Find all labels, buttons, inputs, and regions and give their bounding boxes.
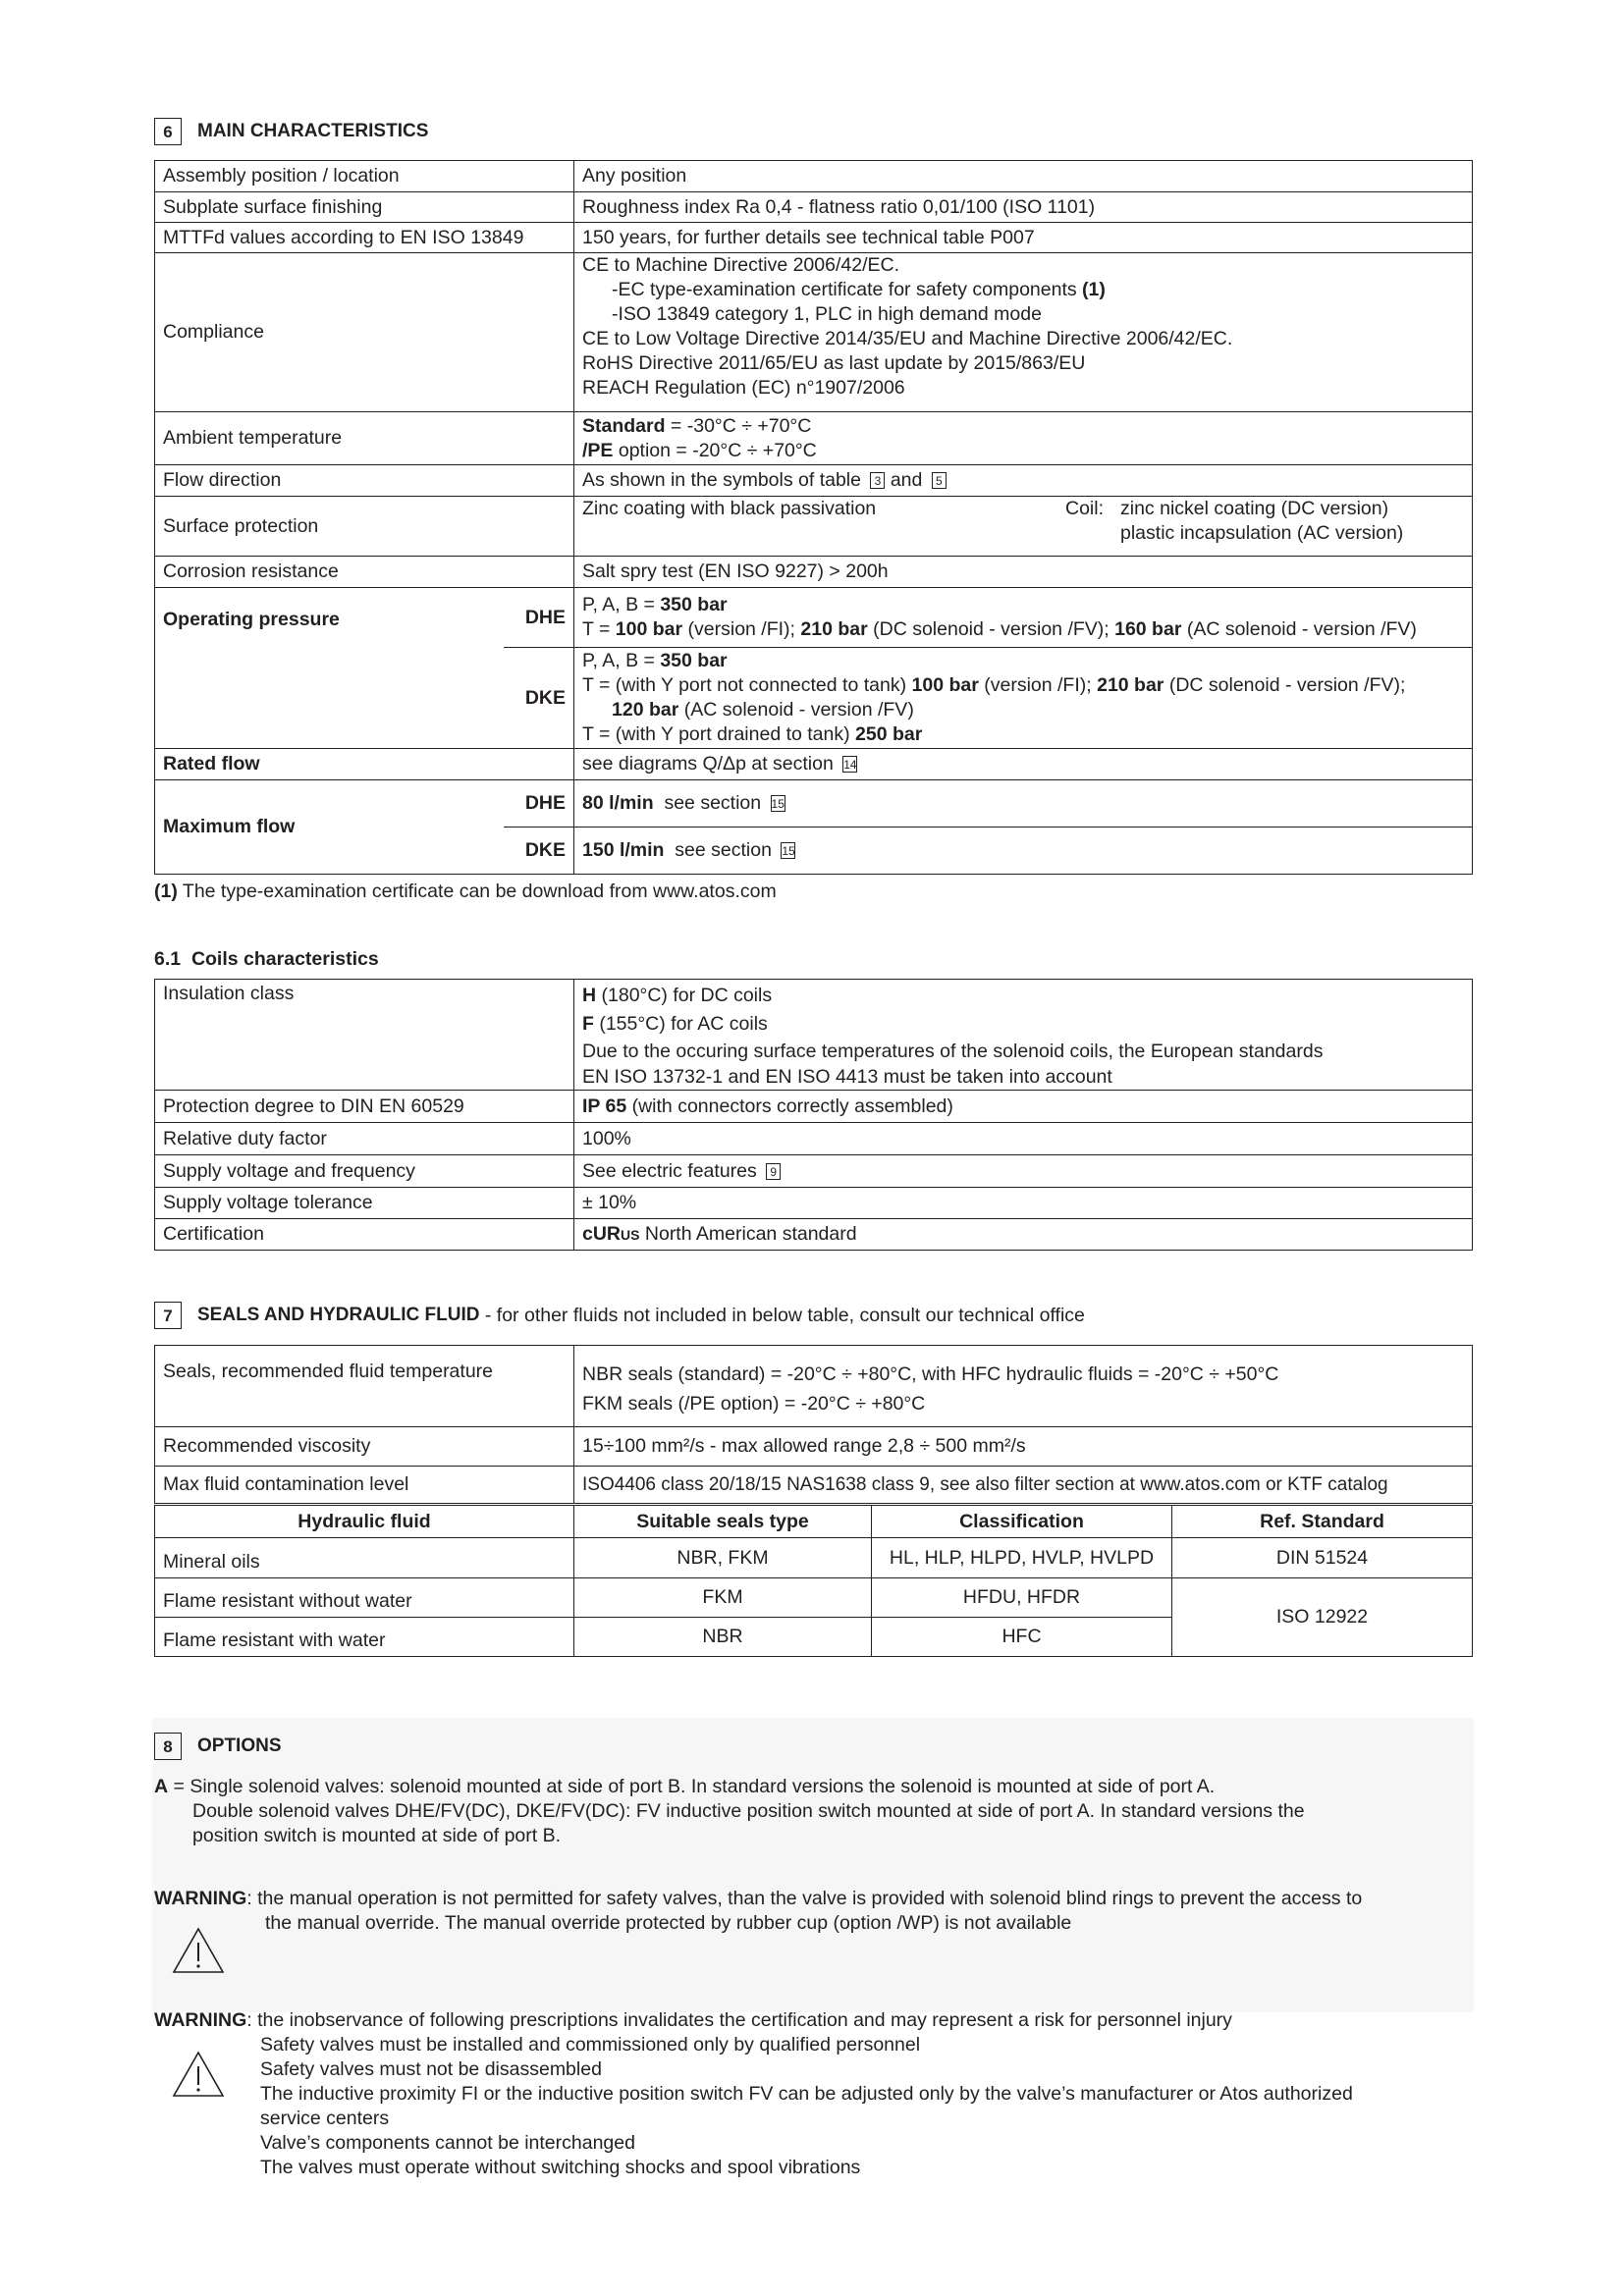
dke-flow-value [574, 828, 1473, 875]
column-header: Classification [872, 1506, 1172, 1538]
supply-value [574, 1155, 1473, 1188]
dhe-label: DHE [504, 588, 574, 648]
row-label: Certification [155, 1219, 574, 1251]
cert-text: North American standard [639, 1222, 857, 1245]
seals-table [154, 1345, 1473, 1504]
pressure-text: (version /FI); [978, 674, 1098, 696]
table-row [155, 253, 1473, 412]
compliance-line: CE to Low Voltage Directive 2014/35/EU and Machine Directive 2006/42/EC. [582, 328, 1233, 349]
table-header-row [155, 1506, 1473, 1538]
dke-label: DKE [504, 648, 574, 749]
row-value: ISO4406 class 20/18/15 NAS1638 class 9, see also filter section at www.atos.com or KTF catalog [574, 1467, 1473, 1504]
seals-line: FKM seals (/PE option) = -20°C ÷ +80°C [582, 1393, 926, 1415]
table-cell: HFDU, HFDR [872, 1578, 1172, 1618]
pressure-line [582, 617, 1464, 642]
prescription-item: The valves must operate without switching shocks and spool vibrations [260, 2157, 861, 2178]
supply-text: See electric features [582, 1159, 757, 1182]
option-text: = Single solenoid valves: solenoid mounted at side of port B. In standard versions the solenoid is mounted at side of port A. [168, 1776, 1216, 1797]
cur-mark: cUR [582, 1222, 622, 1245]
pressure-bold: 210 bar [800, 618, 868, 640]
warning-text: : the manual operation is not permitted for safety valves, than the valve is provided with solenoid blind rings to prevent the access to [246, 1888, 1363, 1909]
row-label: MTTFd values according to EN ISO 13849 [155, 223, 574, 253]
flow-text: see section [664, 839, 772, 861]
warning-manual-operation [154, 1887, 1489, 1936]
column-header: Suitable seals type [574, 1506, 872, 1538]
section-title: MAIN CHARACTERISTICS [197, 121, 429, 141]
operating-pressure-label: Operating pressure [155, 588, 504, 749]
section-8-heading [154, 1733, 282, 1760]
section-title: SEALS AND HYDRAULIC FLUID [197, 1305, 480, 1325]
footnote-text: The type-examination certificate can be download from www.atos.com [177, 881, 777, 902]
insulation-line [582, 1010, 1464, 1039]
ambient-text: = -30°C ÷ +70°C [665, 414, 812, 437]
table-cell: Flame resistant with water [155, 1618, 574, 1657]
pressure-bold: 350 bar [660, 650, 728, 671]
section-number-box: 6 [154, 118, 182, 145]
dhe-pressure-value [574, 588, 1473, 648]
flow-bold: 150 l/min [582, 839, 665, 861]
table-cell: FKM [574, 1578, 872, 1618]
flow-bold: 80 l/min [582, 792, 654, 814]
pressure-bold: 350 bar [660, 594, 728, 615]
hydraulic-fluid-table [154, 1505, 1473, 1657]
option-a [154, 1775, 1472, 1848]
insulation-line [582, 982, 1464, 1010]
flow-direction-text: As shown in the symbols of table [582, 469, 861, 491]
dhe-label: DHE [504, 780, 574, 828]
row-label: Subplate surface finishing [155, 192, 574, 223]
row-value: 150 years, for further details see technical table P007 [574, 223, 1473, 253]
section-ref-box: 15 [782, 844, 795, 858]
pressure-text: T = [582, 618, 616, 640]
compliance-line: REACH Regulation (EC) n°1907/2006 [582, 377, 905, 399]
section-ref-box: 14 [843, 758, 857, 772]
table-row [155, 1091, 1473, 1123]
ambient-value [574, 412, 1473, 465]
compliance-line: -ISO 13849 category 1, PLC in high demand mode [612, 303, 1042, 325]
pressure-text: P, A, B = [582, 650, 661, 671]
table-row [155, 1219, 1473, 1251]
flow-direction-value [574, 465, 1473, 497]
us-mark: US [621, 1226, 640, 1243]
coil-label: Coil: [1065, 498, 1105, 519]
certification-value [574, 1219, 1473, 1251]
section-ref-box: 9 [766, 1163, 781, 1180]
table-row [155, 980, 1473, 1091]
insulation-text: (155°C) for AC coils [593, 1012, 768, 1035]
table-cell: DIN 51524 [1172, 1538, 1473, 1578]
row-label: Supply voltage tolerance [155, 1188, 574, 1219]
section-7-heading [154, 1302, 1085, 1329]
prescription-item: Safety valves must be installed and commissioned only by qualified personnel [260, 2034, 921, 2056]
ip-rating: IP 65 [582, 1095, 627, 1117]
section-subtitle: - for other fluids not included in below table, consult our technical office [479, 1304, 1085, 1326]
table-row [155, 780, 1473, 828]
row-label: Recommended viscosity [155, 1427, 574, 1467]
section-number-box: 7 [154, 1302, 182, 1329]
pressure-text: (AC solenoid - version /FV) [1181, 618, 1417, 640]
prescription-item: Safety valves must not be disassembled [260, 2058, 602, 2080]
compliance-line: CE to Machine Directive 2006/42/EC. [582, 254, 899, 276]
section-ref-box: 15 [771, 797, 785, 811]
surface-text: Zinc coating with black passivation [582, 498, 877, 519]
warning-line [154, 1887, 1489, 1911]
compliance-value [574, 253, 1473, 412]
ambient-key: /PE [582, 439, 614, 461]
dke-pressure-value [574, 648, 1473, 749]
pressure-bold: 210 bar [1097, 674, 1164, 696]
options-background [152, 1718, 1474, 2012]
table-ref-box: 3 [870, 472, 885, 489]
section-6-1-heading: 6.1 Coils characteristics [154, 948, 379, 970]
warning-line [154, 2008, 1472, 2033]
row-label: Ambient temperature [155, 412, 574, 465]
pressure-text: (version /FI); [682, 618, 801, 640]
pressure-bold: 250 bar [855, 723, 923, 745]
prescription-item: Valve’s components cannot be interchanged [260, 2132, 635, 2154]
pressure-text: P, A, B = [582, 594, 661, 615]
section-number-box: 8 [154, 1733, 182, 1760]
rated-flow-label: Rated flow [155, 749, 574, 780]
table-ref-box: 5 [932, 472, 947, 489]
insulation-line: Due to the occuring surface temperatures of the solenoid coils, the European standards [582, 1041, 1324, 1062]
row-label: Max fluid contamination level [155, 1467, 574, 1504]
option-code: A [154, 1776, 169, 1797]
row-value: Salt spry test (EN ISO 9227) > 200h [574, 557, 1473, 588]
pressure-bold: 100 bar [615, 618, 683, 640]
pressure-bold: 100 bar [911, 674, 979, 696]
class-letter: F [582, 1012, 594, 1035]
table-row [155, 1123, 1473, 1155]
compliance-line [582, 278, 1464, 302]
pressure-text: T = (with Y port not connected to tank) [582, 674, 912, 696]
table-row [155, 749, 1473, 780]
table-row [155, 161, 1473, 192]
table-cell: ISO 12922 [1172, 1578, 1473, 1657]
table-row [155, 497, 1473, 557]
footnote-marker: (1) [154, 881, 178, 902]
pressure-text: T = (with Y port drained to tank) [582, 723, 856, 745]
row-value: 100% [574, 1123, 1473, 1155]
row-label: Supply voltage and frequency [155, 1155, 574, 1188]
pressure-line [582, 722, 1464, 747]
table-row [155, 1467, 1473, 1504]
column-header: Ref. Standard [1172, 1506, 1473, 1538]
table-row [155, 223, 1473, 253]
table-row [155, 1155, 1473, 1188]
row-value: Roughness index Ra 0,4 - flatness ratio 0,01/100 (ISO 1101) [574, 192, 1473, 223]
prescription-item: service centers [260, 2108, 390, 2129]
table-cell: HFC [872, 1618, 1172, 1657]
row-label: Surface protection [155, 497, 574, 557]
rated-flow-text: see diagrams Q/Δp at section [582, 753, 834, 774]
insulation-text: (180°C) for DC coils [596, 985, 773, 1006]
coil-line: zinc nickel coating (DC version) [1120, 498, 1389, 519]
protection-text: (with connectors correctly assembled) [626, 1095, 953, 1117]
pressure-line [582, 698, 1464, 722]
seals-value [574, 1346, 1473, 1427]
row-label: Seals, recommended fluid temperature [155, 1346, 574, 1427]
row-value: Any position [574, 161, 1473, 192]
ambient-line [582, 414, 1464, 439]
table-cell: HL, HLP, HLPD, HVLP, HVLPD [872, 1538, 1172, 1578]
table-cell: NBR, FKM [574, 1538, 872, 1578]
warning-triangle-icon [171, 1926, 226, 1975]
pressure-line [582, 649, 1464, 673]
row-label: Relative duty factor [155, 1123, 574, 1155]
pressure-text: (DC solenoid - version /FV); [867, 618, 1115, 640]
warning-label: WARNING [154, 1888, 247, 1909]
seals-line: NBR seals (standard) = -20°C ÷ +80°C, with HFC hydraulic fluids = -20°C ÷ +50°C [582, 1363, 1279, 1385]
pressure-line [582, 673, 1464, 698]
warning-text: : the inobservance of following prescriptions invalidates the certification and may represent a risk for personnel injury [246, 2009, 1232, 2031]
table-cell: NBR [574, 1618, 872, 1657]
dke-label: DKE [504, 828, 574, 875]
row-value: 15÷100 mm²/s - max allowed range 2,8 ÷ 500 mm²/s [574, 1427, 1473, 1467]
option-a-line: Double solenoid valves DHE/FV(DC), DKE/FV(DC): FV inductive position switch mounted at side of port A. In standard versions the [192, 1800, 1305, 1822]
coil-line: plastic incapsulation (AC version) [1120, 522, 1404, 544]
pressure-line [582, 593, 1464, 617]
footnote-ref: (1) [1082, 279, 1106, 300]
class-letter: H [582, 985, 597, 1006]
flow-text: see section [653, 792, 762, 814]
warning-line: the manual override. The manual override protected by rubber cup (option /WP) is not available [265, 1912, 1072, 1934]
insulation-value [574, 980, 1473, 1091]
pressure-bold: 160 bar [1114, 618, 1182, 640]
table-row [155, 1427, 1473, 1467]
row-label: Corrosion resistance [155, 557, 574, 588]
table-cell: Mineral oils [155, 1538, 574, 1578]
and-text: and [885, 469, 928, 491]
compliance-line: RoHS Directive 2011/65/EU as last update by 2015/863/EU [582, 352, 1086, 374]
table-row [155, 412, 1473, 465]
table-row [155, 1578, 1473, 1618]
maximum-flow-label: Maximum flow [155, 780, 504, 875]
compliance-text: -EC type-examination certificate for safety components [612, 279, 1083, 300]
row-label: Compliance [155, 253, 574, 412]
coils-characteristics-table [154, 979, 1473, 1251]
table-row [155, 588, 1473, 648]
ambient-line [582, 439, 1464, 463]
warning-prescriptions [154, 2008, 1472, 2180]
prescription-item: The inductive proximity FI or the inductive position switch FV can be adjusted only by the valve’s manufacturer or Atos authorized [260, 2083, 1353, 2105]
protection-value [574, 1091, 1473, 1123]
dhe-flow-value [574, 780, 1473, 828]
option-a-line [154, 1775, 1472, 1799]
section-title: OPTIONS [197, 1735, 282, 1756]
row-label: Flow direction [155, 465, 574, 497]
pressure-flow-table [154, 587, 1473, 875]
pressure-bold: 120 bar [612, 699, 679, 721]
pressure-text: (AC solenoid - version /FV) [678, 699, 914, 721]
insulation-line: EN ISO 13732-1 and EN ISO 4413 must be taken into account [582, 1065, 1112, 1088]
warning-label: WARNING [154, 2009, 247, 2031]
row-label: Insulation class [155, 980, 574, 1091]
table-row [155, 1188, 1473, 1219]
row-label: Assembly position / location [155, 161, 574, 192]
section-6-heading [154, 118, 428, 145]
table-cell: Flame resistant without water [155, 1578, 574, 1618]
column-header: Hydraulic fluid [155, 1506, 574, 1538]
row-value: ± 10% [574, 1188, 1473, 1219]
table-row [155, 1538, 1473, 1578]
ambient-key: Standard [582, 414, 666, 437]
table-row [155, 1346, 1473, 1427]
rated-flow-value [574, 749, 1473, 780]
ambient-text: option = -20°C ÷ +70°C [613, 439, 817, 461]
main-characteristics-table [154, 160, 1473, 588]
footnote [154, 881, 777, 903]
table-row [155, 557, 1473, 588]
surface-value [574, 497, 1473, 557]
pressure-text: (DC solenoid - version /FV); [1164, 674, 1406, 696]
warning-triangle-icon [171, 2050, 226, 2099]
row-label: Protection degree to DIN EN 60529 [155, 1091, 574, 1123]
table-row [155, 192, 1473, 223]
table-row [155, 465, 1473, 497]
option-a-line: position switch is mounted at side of port B. [192, 1825, 562, 1846]
